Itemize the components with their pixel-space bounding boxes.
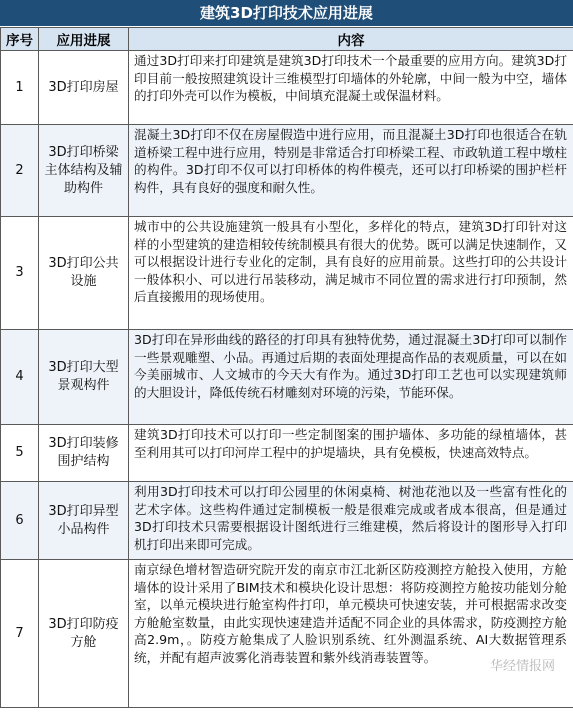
header-content: 内容	[129, 28, 573, 51]
row-index: 2	[1, 125, 39, 217]
table-row	[1, 125, 573, 217]
row-index: 7	[1, 560, 39, 708]
row-content: 建筑3D打印技术可以打印一些定制图案的围护墙体、多功能的绿植墙体，甚至利用其可以打印河岸工程中的护堤墙块，具有免模板，快速高效特点。	[129, 425, 573, 482]
header-stage: 应用进展	[39, 28, 129, 51]
row-content: 南京绿色增材智造研究院开发的南京市江北新区防疫测控方舱投入使用，方舱墙体的设计采用了BIM技术和模块化设计思想：将防疫测控方舱按功能划分舱室，以单元模块进行舱室构件打印，单元模块可快速安装，并可根据需求改变方舱舱室数量，由此实现快速建造并适配不同企业的具体需求，防疫测控方舱高2.9m，。防疫方舱集成了人脸识别系统、红外测温系统、AI大数据管理系统，并配有超声波雾化消毒装置和紫外线消毒装置等。	[129, 560, 573, 708]
row-stage: 3D打印公共设施	[39, 217, 129, 330]
row-content: 通过3D打印来打印建筑是建筑3D打印技术一个最重要的应用方向。建筑3D打印目前一般按照建筑设计三维模型打印墙体的外轮廓，中间一般为中空，墙体的打印外壳可以作为模板，中间填充混凝土或保温材料。	[129, 51, 573, 125]
row-content: 利用3D打印技术可以打印公园里的休闲桌椅、树池花池以及一些富有性化的艺术字体。这些构件通过定制模板一般是很难完成或者成本很高，但是通过3D打印技术只需要根据设计图纸进行三维建模，然后将设计的图形导入打印机打印出来即可完成。	[129, 482, 573, 560]
row-stage: 3D打印桥梁主体结构及辅助构件	[39, 125, 129, 217]
row-content: 3D打印在异形曲线的路径的打印具有独特优势，通过混凝土3D打印可以制作一些景观雕塑、小品。再通过后期的表面处理提高作品的表观质量，可以在如今美丽城市、人文城市的今天大有作为。通过3D打印工艺也可以实现建筑师的大胆设计，降低传统石材雕刻对环境的污染，节能环保。	[129, 330, 573, 425]
progress-table	[0, 27, 573, 708]
row-stage: 3D打印装修围护结构	[39, 425, 129, 482]
row-stage: 3D打印防疫方舱	[39, 560, 129, 708]
row-stage: 3D打印异型小品构件	[39, 482, 129, 560]
table-row	[1, 482, 573, 560]
watermark: 华经情报网	[489, 659, 555, 674]
table-row	[1, 217, 573, 330]
table-row	[1, 330, 573, 425]
row-stage: 3D打印房屋	[39, 51, 129, 125]
table-row	[1, 425, 573, 482]
row-index: 1	[1, 51, 39, 125]
table-row	[1, 560, 573, 708]
row-index: 5	[1, 425, 39, 482]
table-row	[1, 51, 573, 125]
row-content: 城市中的公共设施建筑一般具有小型化，多样化的特点，建筑3D打印针对这样的小型建筑的建造相较传统制模具有很大的优势。既可以满足快速制作，又可以根据设计进行专业化的定制，具有良好的应用前景。这些打印的公共设计一般体积小、可以进行吊装移动，满足城市不同位置的需求进行打印预制，然后直接搬用的现场使用。	[129, 217, 573, 330]
row-index: 3	[1, 217, 39, 330]
header-index: 序号	[1, 28, 39, 51]
row-index: 4	[1, 330, 39, 425]
row-stage: 3D打印大型景观构件	[39, 330, 129, 425]
row-content: 混凝土3D打印不仅在房屋假造中进行应用，而且混凝土3D打印也很适合在轨道桥梁工程中进行应用，特别是非常适合打印桥梁工程、市政轨道工程中墩柱的构件。3D打印不仅可以打印桥体的构件模壳，还可以打印桥梁的围护栏杆构件，具有良好的强度和耐久性。	[129, 125, 573, 217]
row-index: 6	[1, 482, 39, 560]
header-row	[1, 28, 573, 51]
table-title: 建筑3D打印技术应用进展	[0, 0, 573, 27]
